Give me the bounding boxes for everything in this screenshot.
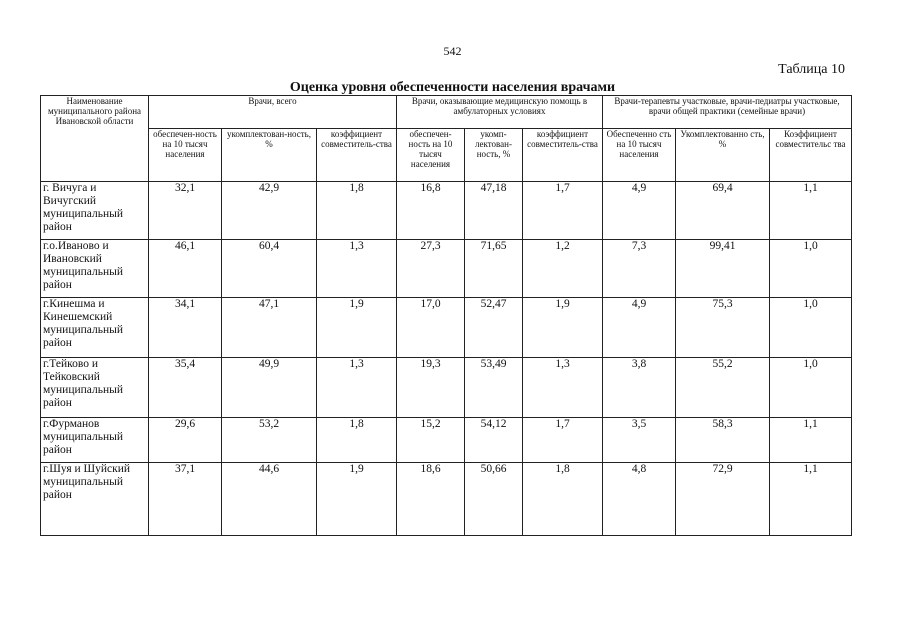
table-cell: 54,12 [465, 418, 523, 463]
table-cell: 72,9 [676, 463, 770, 536]
table-cell: 1,3 [317, 358, 397, 418]
table-row [41, 358, 852, 418]
page-number: 542 [443, 44, 462, 58]
table-cell: 1,7 [523, 182, 603, 240]
table-cell: 3,5 [603, 418, 676, 463]
table-cell: 1,3 [317, 240, 397, 298]
table-cell: 19,3 [397, 358, 465, 418]
subheader-cell: укомп-лектован-ность, % [465, 129, 523, 182]
table-cell: 1,9 [317, 463, 397, 536]
subheader-cell: коэффициент совместитель-ства [523, 129, 603, 182]
row-area-name: г.Тейково и Тейковский муниципальный район [41, 358, 149, 418]
table-cell: 16,8 [397, 182, 465, 240]
table-row [41, 418, 852, 463]
subheader-cell: обеспечен-ность на 10 тысяч населения [397, 129, 465, 182]
table-cell: 1,3 [523, 358, 603, 418]
table-cell: 52,47 [465, 298, 523, 358]
table-cell: 1,0 [770, 298, 852, 358]
table-cell: 1,8 [523, 463, 603, 536]
table-row [41, 298, 852, 358]
table-cell: 1,7 [523, 418, 603, 463]
table-cell: 44,6 [222, 463, 317, 536]
table-cell: 35,4 [149, 358, 222, 418]
header-row-sub [41, 129, 852, 182]
header-area: Наименование муниципального района Ивановской области [41, 96, 149, 182]
table-cell: 32,1 [149, 182, 222, 240]
table-cell: 29,6 [149, 418, 222, 463]
table-row [41, 182, 852, 240]
table-cell: 99,41 [676, 240, 770, 298]
subheader-cell: укомплектован-ность, % [222, 129, 317, 182]
table-cell: 34,1 [149, 298, 222, 358]
table-cell: 55,2 [676, 358, 770, 418]
header-group-all-doctors: Врачи, всего [149, 96, 397, 129]
row-area-name: г.Шуя и Шуйский муниципальный район [41, 463, 149, 536]
table-cell: 1,1 [770, 182, 852, 240]
table-cell: 49,9 [222, 358, 317, 418]
table-cell: 18,6 [397, 463, 465, 536]
table-cell: 17,0 [397, 298, 465, 358]
table-cell: 37,1 [149, 463, 222, 536]
subheader-cell: обеспечен-ность на 10 тысяч населения [149, 129, 222, 182]
table-cell: 27,3 [397, 240, 465, 298]
doctor-supply-table [40, 95, 852, 536]
table-cell: 71,65 [465, 240, 523, 298]
table-cell: 47,18 [465, 182, 523, 240]
table-cell: 53,2 [222, 418, 317, 463]
subheader-cell: Укомплектованно сть, % [676, 129, 770, 182]
table-cell: 42,9 [222, 182, 317, 240]
table-cell: 1,0 [770, 240, 852, 298]
row-area-name: г.Фурманов муниципальный район [41, 418, 149, 463]
table-cell: 1,1 [770, 463, 852, 536]
table-cell: 1,9 [317, 298, 397, 358]
header-group-outpatient-doctors: Врачи, оказывающие медицинскую помощь в амбулаторных условиях [397, 96, 603, 129]
table-cell: 1,1 [770, 418, 852, 463]
table-cell: 53,49 [465, 358, 523, 418]
table-cell: 75,3 [676, 298, 770, 358]
table-cell: 3,8 [603, 358, 676, 418]
table-cell: 69,4 [676, 182, 770, 240]
header-row-groups [41, 96, 852, 129]
table-row [41, 240, 852, 298]
table-cell: 4,9 [603, 182, 676, 240]
table-cell: 7,3 [603, 240, 676, 298]
table-cell: 4,9 [603, 298, 676, 358]
table-cell: 15,2 [397, 418, 465, 463]
table-cell: 1,0 [770, 358, 852, 418]
document-title: Оценка уровня обеспеченности населения врачами [289, 80, 616, 95]
table-cell: 4,8 [603, 463, 676, 536]
table-cell: 50,66 [465, 463, 523, 536]
row-area-name: г.о.Иваново и Ивановский муниципальный район [41, 240, 149, 298]
table-cell: 1,8 [317, 182, 397, 240]
table-cell: 1,8 [317, 418, 397, 463]
subheader-cell: коэффициент совместитель-ства [317, 129, 397, 182]
table-cell: 1,2 [523, 240, 603, 298]
table-cell: 58,3 [676, 418, 770, 463]
table-cell: 1,9 [523, 298, 603, 358]
row-area-name: г.Кинешма и Кинешемский муниципальный район [41, 298, 149, 358]
table-cell: 47,1 [222, 298, 317, 358]
subheader-cell: Обеспеченно сть на 10 тысяч населения [603, 129, 676, 182]
table-row [41, 463, 852, 536]
table-label: Таблица 10 [778, 62, 845, 77]
table-cell: 46,1 [149, 240, 222, 298]
subheader-cell: Коэффициент совместительс тва [770, 129, 852, 182]
header-group-district-doctors: Врачи-терапевты участковые, врачи-педиатры участковые, врачи общей практики (семейные врачи) [603, 96, 852, 129]
table-cell: 60,4 [222, 240, 317, 298]
row-area-name: г. Вичуга и Вичугский муниципальный район [41, 182, 149, 240]
